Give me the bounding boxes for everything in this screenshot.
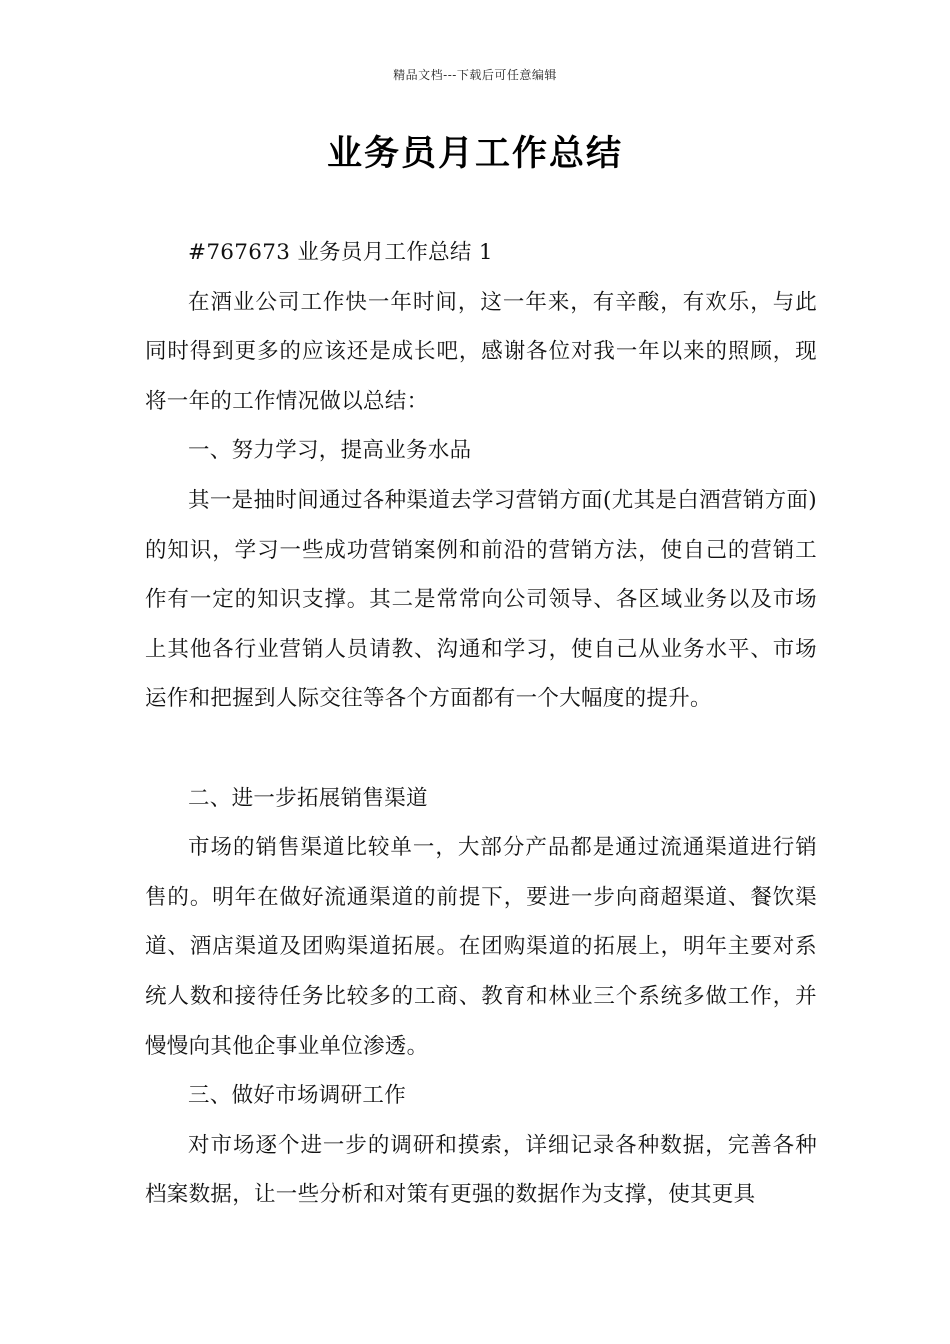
section-3-paragraph: 对市场逐个进一步的调研和摸索，详细记录各种数据，完善各种档案数据，让一些分析和对策有更强的数据作为支撑，使其更具 <box>145 1132 817 1208</box>
document-subtitle: #767673 业务员月工作总结 1 <box>188 240 493 265</box>
header-note: 精品文档---下载后可任意编辑 <box>393 68 557 82</box>
section-1-heading: 一、努力学习，提高业务水品 <box>188 438 472 464</box>
paragraph-gap <box>145 724 817 774</box>
intro-paragraph: 在酒业公司工作快一年时间，这一年来，有辛酸，有欢乐，与此同时得到更多的应该还是成长吧，感谢各位对我一年以来的照顾，现将一年的工作情况做以总结： <box>145 289 817 414</box>
section-1-paragraph: 其一是抽时间通过各种渠道去学习营销方面(尤其是白酒营销方面)的知识，学习一些成功营销案例和前沿的营销方法，使自己的营销工作有一定的知识支撑。其二是常常向公司领导、各区域业务以及市场上其他各行业营销人员请教、沟通和学习，使自己从业务水平、市场运作和把握到人际交往等各个方面都有一个大幅度的提升。 <box>145 487 817 712</box>
section-3-heading: 三、做好市场调研工作 <box>188 1083 407 1109</box>
section-2-paragraph: 市场的销售渠道比较单一，大部分产品都是通过流通渠道进行销售的。明年在做好流通渠道的前提下，要进一步向商超渠道、餐饮渠道、酒店渠道及团购渠道拓展。在团购渠道的拓展上，明年主要对系统人数和接待任务比较多的工商、教育和林业三个系统多做工作，并慢慢向其他企事业单位渗透。 <box>145 835 817 1059</box>
section-2-heading: 二、进一步拓展销售渠道 <box>188 785 428 811</box>
document-body <box>145 228 817 1220</box>
document-title: 业务员月工作总结 <box>326 134 623 174</box>
